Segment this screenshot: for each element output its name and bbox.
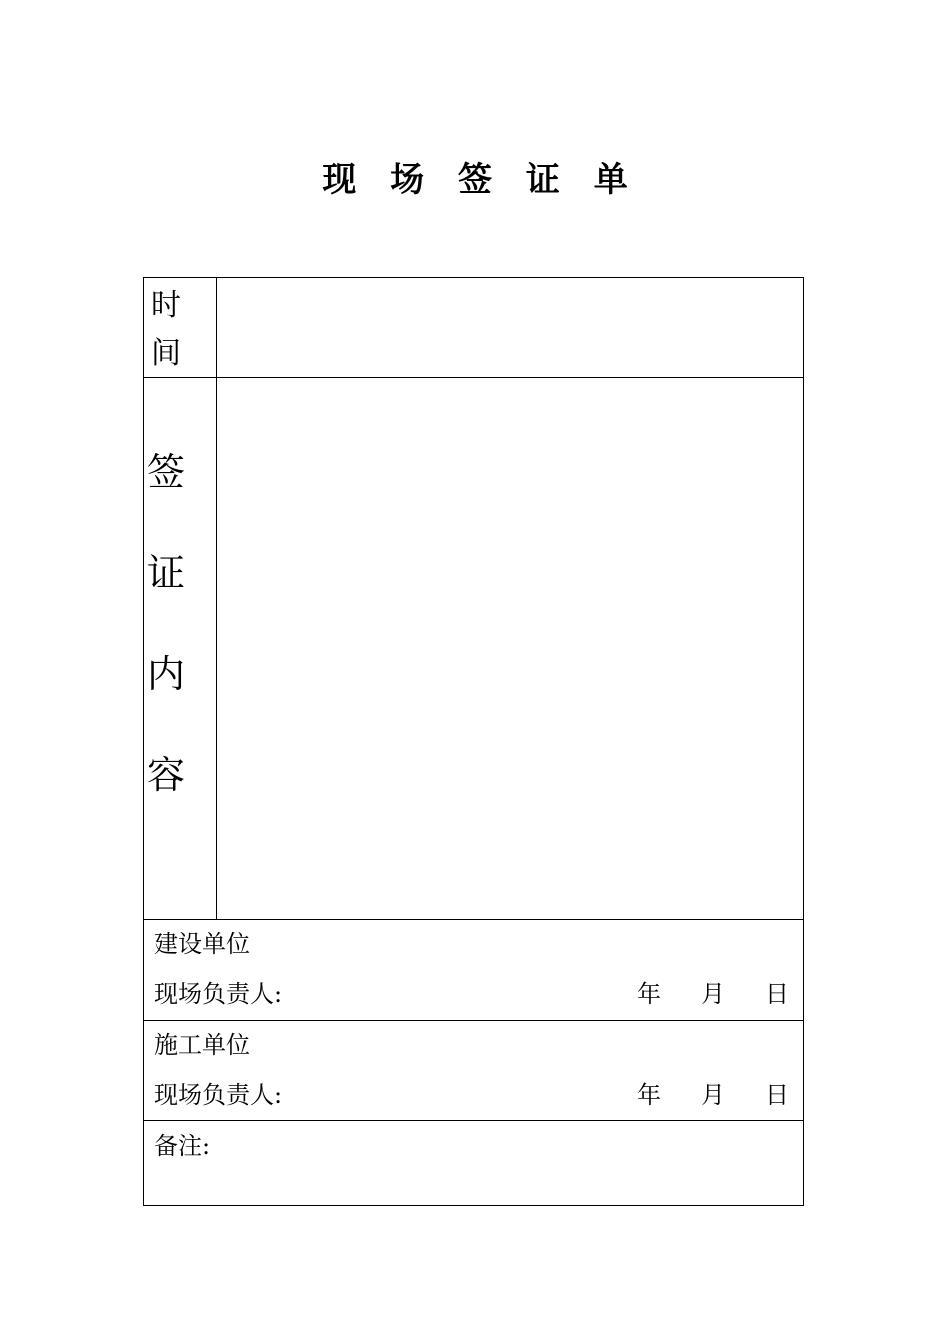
day-label: 日 xyxy=(765,1081,789,1109)
visa-content-label xyxy=(130,422,202,826)
content-label-char: 签 xyxy=(146,450,185,494)
day-label: 日 xyxy=(765,980,789,1008)
year-label: 年 xyxy=(637,980,661,1008)
construction-person-label: 现场负责人: xyxy=(154,980,283,1008)
year-label: 年 xyxy=(637,1081,661,1109)
title-char: 签 xyxy=(458,160,492,200)
title-char: 场 xyxy=(390,160,425,200)
content-label-char: 证 xyxy=(146,551,185,595)
page-title xyxy=(0,152,950,201)
content-label-char: 容 xyxy=(146,753,185,797)
builder-person-label: 现场负责人: xyxy=(154,1081,283,1109)
builder-date xyxy=(637,1080,789,1110)
visa-content-field[interactable] xyxy=(217,378,803,919)
title-char: 单 xyxy=(593,160,628,200)
content-label-char: 内 xyxy=(146,652,185,696)
row-divider xyxy=(144,1120,803,1121)
time-label-char: 间 xyxy=(151,336,181,371)
construction-date xyxy=(637,979,789,1009)
site-visa-form xyxy=(143,277,804,1206)
construction-unit-label: 建设单位 xyxy=(154,930,250,958)
time-label-char: 时 xyxy=(151,288,181,323)
time-label xyxy=(130,282,202,378)
month-label: 月 xyxy=(701,1081,725,1109)
builder-unit-label: 施工单位 xyxy=(154,1031,250,1059)
month-label: 月 xyxy=(701,980,725,1008)
title-char: 现 xyxy=(322,160,357,200)
title-char: 证 xyxy=(525,160,560,200)
remarks-label: 备注: xyxy=(154,1132,211,1160)
row-divider xyxy=(144,1020,803,1021)
time-field[interactable] xyxy=(217,278,803,377)
row-divider xyxy=(144,919,803,920)
